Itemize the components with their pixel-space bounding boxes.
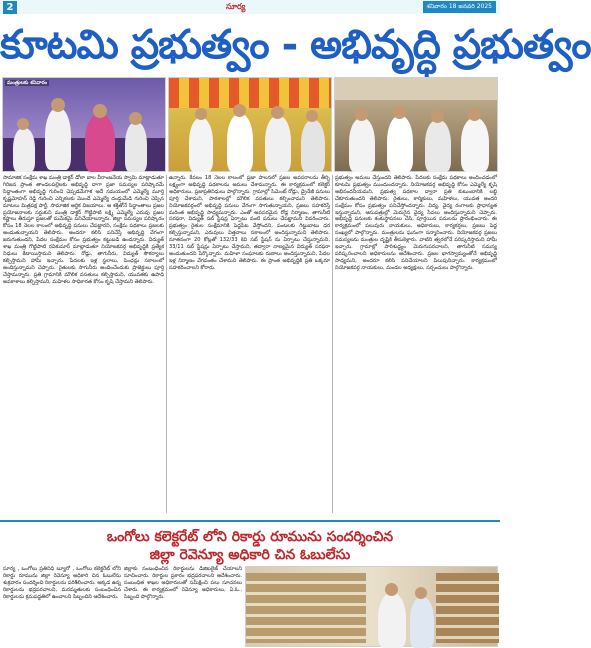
- page-number: 2: [3, 1, 17, 14]
- sub-headline-line-1: ఒంగోలు కలెక్టరేట్ లోని రికార్డు రూమును సందర్శించిన: [106, 529, 394, 545]
- sub-story-column-1: సూర్య , ఒంగోలు ప్రతినిధి బ్యూరో , ఒంగోలు కలెక్టరేట్ లోని రికార్డు రూమును జిల్లా రెవెన్యూ అధికారి చిన ఓబులేసు శుక్రవారం సందర్శించి రికార్డులను పరిశీలించారు. అక్కడ ఉన్న రికార్డులను భద్రపరచాలని, మరమ్మతులకు సంబంధించిన రికార్డులను క్రమపద్ధతిలో ఉంచాలని సిబ్బందిని ఆదేశించారు.: [3, 566, 121, 600]
- masthead: సూర్య: [226, 2, 246, 11]
- sub-headline: [0, 528, 500, 564]
- photo-stage-gathering: [168, 77, 332, 172]
- dateline: శనివారం 18 జనవరి 2025: [423, 1, 496, 13]
- column-divider: [166, 175, 167, 513]
- article-column-3: ప్రభుత్వం అమలు చేస్తుందని తెలిపారు. పేదలకు సంక్షేమ పథకాలు అందించడంలో కూటమి ప్రభుత్వం ముందుందన్నారు. నియోజకవర్గ అభివృద్ధి కోసం ఎమ్మెల్యే కృషి అభినందనీయమని, ప్రభుత్వ పథకాల ద్వారా ప్రతి కుటుంబానికి లబ్ధి చేకూరుతుందని తెలిపారు. రైతులు, కార్మికులు, మహిళలు, యువత అందరి సంక్షేమం కోసం ప్రభుత్వం పనిచేస్తోందన్నారు. విద్య, వైద్య రంగాలకు ప్రాధాన్యత ఇస్తున్నామని, ఆసుపత్రుల్లో మెరుగైన వైద్య సేవలు అందిస్తున్నామని చెప్పారు. అభివృద్ధి పనులకు శంకుస్థాపనలు చేసి, పూర్తయిన పనులను ప్రారంభించారు. ఈ కార్యక్రమంలో పలువురు నాయకులు, అధికారులు, కార్యకర్తలు, ప్రజలు పెద్ద సంఖ్యలో పాల్గొన్నారు. మంత్రులను ఘనంగా సన్మానించారు. నియోజకవర్గ ప్రజలు సమస్యలను మంత్రుల దృష్టికి తీసుకెళ్లారు. వాటిని త్వరలోనే పరిష్కరిస్తామని హామీ ఇచ్చారు. గ్రామాల్లో పారిశుద్ధ్యం మెరుగుపరచాలని, తాగునీటి సమస్య పరిష్కరించాలని అధికారులను ఆదేశించారు. ప్రజల భాగస్వామ్యంతోనే అభివృద్ధి సాధ్యమని, అందరూ కలిసి పనిచేయాలని పిలుపునిచ్చారు. కార్యక్రమంలో నియోజకవర్గ నాయకులు, మండల అధ్యక్షులు, సర్పంచులు పాల్గొన్నారు.: [335, 175, 497, 271]
- column-divider: [332, 175, 333, 513]
- article-column-1: సామాజిక సంక్షేమ శాఖ మంత్రి డాక్టర్ డోలా బాల వీరాంజనేయ స్వామి మాట్లాడుతూ గిరిజన ప్రాంత తాండలపల్లెలకు అభివృద్ధి దాగా ప్రజా సమస్యల పరిష్కారమే సిద్ధాంతంగా అభివృద్ధి గురించి చెప్పడమేగాక అదే సమయంలో ఎమ్మెల్యే మూర్తి కృష్ణమోహన్ రెడ్డి గురించి ఎన్నికలకు మొందే ఎమ్మెల్యే దంధ్లుమేడి గురించి చెప్పిన మాటలు మిత్రపక్ష పార్టీ, సామాజిక ఆర్థిక విజయాలు. ఆ శక్తితోనే సిద్ధాంతాలు ప్రజల ప్రయోజనాలకు సర్దుకుని మంత్రి డాక్టర్ గొట్టిపాటి లక్ష్మి ఎమ్మెల్యే ఎరువు ప్రజల కష్టాలు తీరుస్తూ ప్రజలతో మమేకమై పనిచేయాలన్నారు. జిల్లా సమస్యల పరిష్కారం కోసం 18 నెలల కాలంలో అభివృద్ధి పనులు చేపట్టారని, సంక్షేమ పథకాలు ప్రజలకు అందుతున్నాయని తెలిపారు. అందరూ కలిసి పనిచేస్తే అభివృద్ధి వేగంగా జరుగుతుందని, పేదల సంక్షేమం కోసం ప్రభుత్వం కట్టుబడి ఉందన్నారు. విద్యుత్ శాఖ మంత్రి గొట్టిపాటి రవికుమార్ మాట్లాడుతూ నియోజకవర్గ అభివృద్ధికి ప్రత్యేక నిధులు కేటాయిస్తామని తెలిపారు. రోడ్లు, తాగునీరు, విద్యుత్ సౌకర్యాలు కల్పిస్తామని హామీ ఇచ్చారు. పేదలకు ఇళ్ల స్థలాలు, పింఛన్లు సకాలంలో అందిస్తున్నామని చెప్పారు. రైతులకు సాగునీరు అందించేందుకు ప్రాజెక్టులు పూర్తి చేస్తామన్నారు. ప్రతి గ్రామానికి మౌలిక వసతులు కల్పిస్తామని, యువతకు ఉపాధి అవకాశాలు కల్పిస్తామని, మహిళల సాధికారత కోసం కృషి చేస్తామని తెలిపారు.: [3, 175, 164, 285]
- sub-story-column-2: జిల్లాకు సంబంధించిన రికార్డులను డిజిటలైజ్ చేయాలని సూచించారు. రికార్డుల ప్రకారం భద్రపరచాలని ఆదేశించారు. సంబంధిత శాఖల అధికారులతో సమీక్షించి పలు సూచనలు చేశారు. ఈ కార్యక్రమంలో రెవెన్యూ అధికారులు, ఏ.ఓ., సిబ్బంది పాల్గొన్నారు.: [124, 566, 242, 600]
- photo-caption: మంత్రులకు శనివారం: [7, 80, 48, 86]
- sub-headline-line-2: జిల్లా రెవెన్యూ అధికారి చిన ఓబులేసు: [149, 547, 351, 563]
- photo-inspection: [334, 77, 498, 172]
- section-divider: [0, 520, 500, 522]
- article-column-2: ఉన్నారు. కేవలం 18 నెలల కాలంలో ప్రజా పాలనలో ప్రజల అవసరాలను తీర్చి లక్ష్యంగా అభివృద్ధి పథకాలను అమలు చేశామన్నారు. ఈ కార్యక్రమంలో కలెక్టర్ అధికారులు, ప్రజాప్రతినిధులు పాల్గొన్నారు. గ్రామాల్లో సిమెంట్ రోడ్లు, డ్రైనేజీ పనులు పూర్తి చేశామని, పాఠశాలల్లో మౌలిక వసతులు కల్పించామని తెలిపారు. నియోజకవర్గంలో అభివృద్ధి పనులు వేగంగా సాగుతున్నాయని, ప్రజలు సహకరిస్తే మరింత అభివృద్ధి సాధ్యమన్నారు. ఎంతో అవసరమైన రోడ్ల నిర్మాణం, తాగునీటి సరఫరా, విద్యుత్ సబ్ స్టేషన్ల ఏర్పాటు వంటి పనులు చేపట్టామని వివరించారు. ప్రభుత్వం రైతుల సంక్షేమానికి పెద్దపీట వేస్తోందని, పంటలకు గిట్టుబాటు ధర కల్పిస్తున్నామని, ఎరువులు విత్తనాలు సకాలంలో అందిస్తున్నామని తెలిపారు. నూతనంగా 20 కోట్లతో 132/33 కెవి సబ్ స్టేషన్ ను ఏర్పాటు చేస్తున్నామని, 33/11 సబ్ స్టేషన్లు ఏర్పాటు చేస్తామని, తద్వారా నాణ్యమైన విద్యుత్ సరఫరా అందుతుందని పేర్కొన్నారు. మహిళా సంఘాలకు రుణాలు అందిస్తున్నామని, పేదల ఇళ్ల నిర్మాణం వేగవంతం చేశామని తెలిపారు. ఈ ప్రాంత అభివృద్ధికి ప్రతి ఒక్కరూ సహకరించాలని కోరారు.: [169, 175, 330, 271]
- photo-minister-speech: [2, 77, 166, 172]
- main-headline: కూటమి ప్రభుత్వం - అభివృద్ధి ప్రభుత్వం: [0, 22, 591, 68]
- photo-record-room: [245, 566, 498, 647]
